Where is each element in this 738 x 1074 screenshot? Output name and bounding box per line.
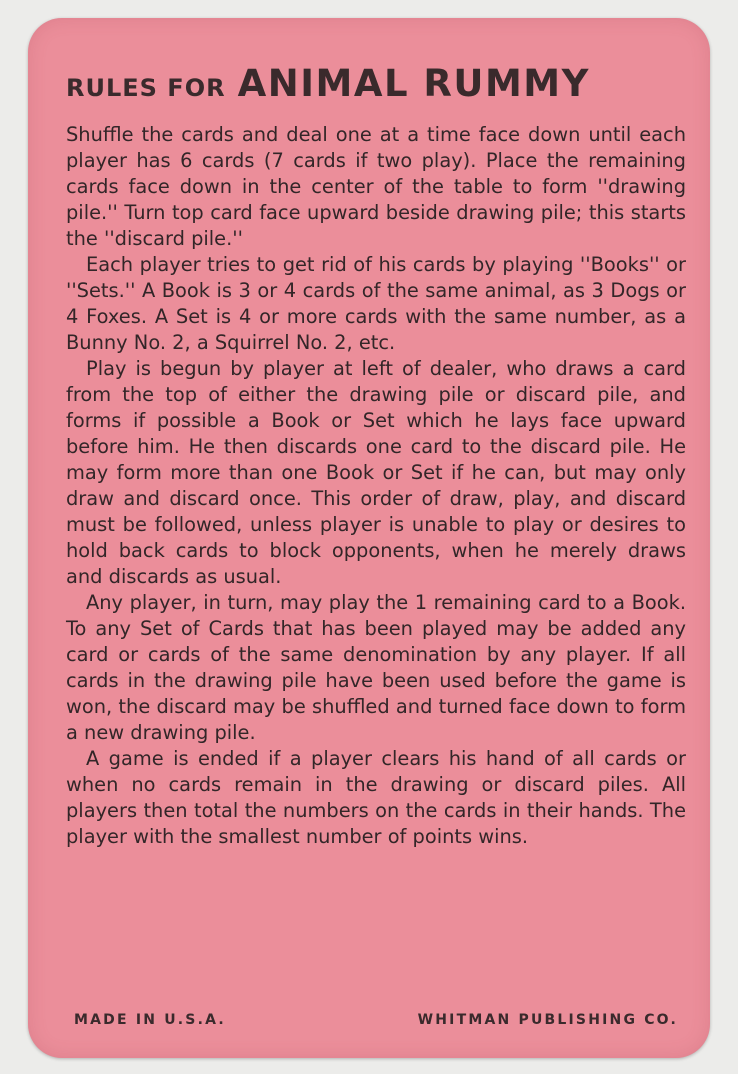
title-prefix: RULES FOR — [66, 74, 226, 102]
rules-paragraph-books-sets: Each player tries to get rid of his cards by playing ''Books'' or ''Sets.'' A Book is 3 or 4 cards of the same animal, as 3 Dogs or 4 Foxes. A Set is 4 or more cards with the same number, as a Bunny No. 2, a Squirrel No. 2, etc. — [66, 253, 686, 354]
rules-paragraph-ending: A game is ended if a player clears his hand of all cards or when no cards remain in the drawing or discard piles. All players then total the numbers on the cards in their hands. The player with the smallest number of points wins. — [66, 747, 686, 848]
rules-paragraph-deal: Shuffle the cards and deal one at a time face down until each player has 6 cards (7 cards if two play). Place the remaining cards face down in the center of the table to form ''drawing pile.'' Turn top card face upward beside drawing pile; this starts the ''discard pile.'' — [66, 123, 686, 250]
rules-card — [28, 18, 710, 1058]
rules-title — [66, 62, 686, 105]
rules-paragraph-adding: Any player, in turn, may play the 1 remaining card to a Book. To any Set of Cards that has been played may be added any card or cards of the same denomination by any player. If all cards in the drawing pile have been used before the game is won, the discard may be shuffled and turned face down to form a new drawing pile. — [66, 591, 686, 744]
publisher-label: WHITMAN PUBLISHING CO. — [417, 1012, 678, 1028]
made-in-label: MADE IN U.S.A. — [74, 1012, 226, 1028]
rules-paragraph-play: Play is begun by player at left of dealer, who draws a card from the top of either the drawing pile or discard pile, and forms if possible a Book or Set which he lays face upward before him. He then discards one card to the discard pile. He may form more than one Book or Set if he can, but may only draw and discard once. This order of draw, play, and discard must be followed, unless player is unable to play or desires to hold back cards to block opponents, when he merely draws and discards as usual. — [66, 357, 686, 588]
card-footer — [74, 1012, 678, 1028]
title-main: ANIMAL RUMMY — [237, 62, 590, 105]
rules-body — [66, 122, 686, 850]
